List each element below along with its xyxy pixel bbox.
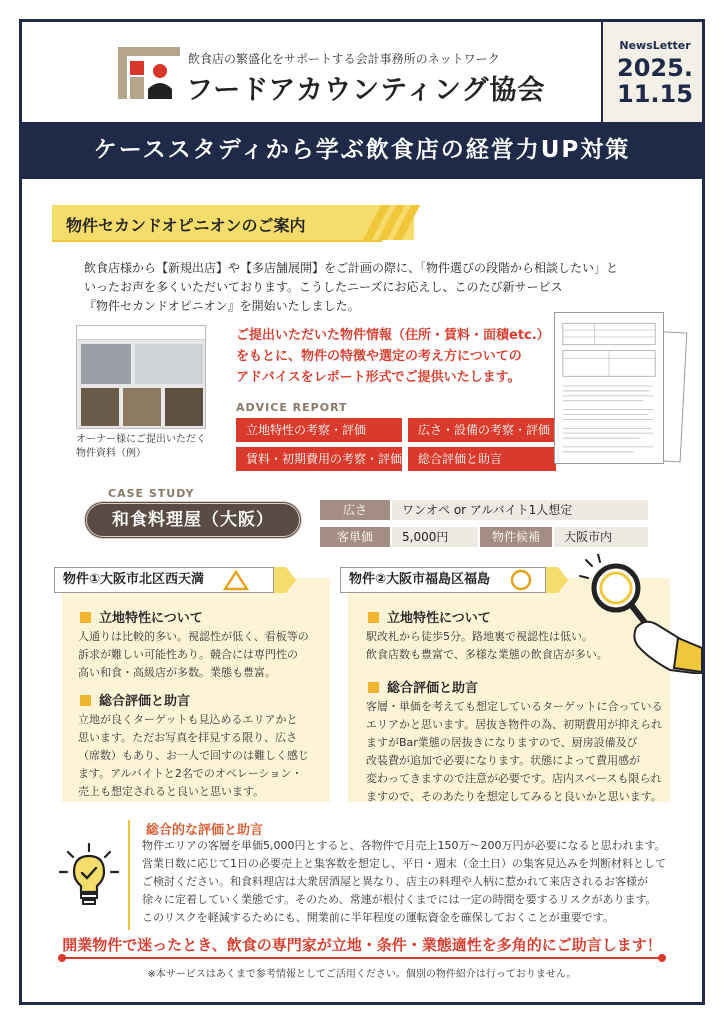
property-2-eval-text: 客層・単価を考えても想定しているターゲットに合っている エリアかと思います。居抜き物件の為、初期費用が抑えられ ますがBar業態の居抜きになりますので、厨房設備及び 改装費が追加で必要になります。状態によって費用感が 変わってきますので注意が必要です。店内スペースも限られ ますので、そのあたりを想定してみると良いかと思います。 <box>366 700 663 803</box>
newsletter-page <box>19 19 705 1005</box>
disclaimer-note: ※本サービスはあくまで参考情報としてご活用ください。個別の物件紹介は行っておりません。 <box>147 969 577 980</box>
triangle-icon <box>223 569 249 591</box>
spec-area-key: 物件候補 <box>480 527 552 547</box>
property-document-image <box>76 325 206 429</box>
property-1-tab: 物件①大阪市北区西天満 <box>54 567 274 593</box>
property-1-location-title: 立地特性について <box>80 607 203 626</box>
property-1-eval-text: 立地が良くターゲットも見込めるエリアかと 思います。ただお写真を拝見する限り、広さ （席数）もあり、お一人で回すのは難しく感じ ます。アルバイトと2名でのオペレーション・ 売上も想定されると良いと思います。 <box>78 713 309 798</box>
property-1-location-text: 人通りは比較的多い。視認性が低く、看板等の 訴求が難しい可能性あり。競合には専門性の 高い和食・高級店が多数。業態も豊富。 <box>78 630 309 679</box>
tab-fold-icon <box>274 567 296 593</box>
cta-underline <box>62 957 662 959</box>
issue-year: 2025. <box>617 54 693 82</box>
case-study-name: 和食料理屋（大阪） <box>84 501 302 539</box>
property-2-location-title: 立地特性について <box>368 607 491 626</box>
circle-icon <box>509 568 533 592</box>
advice-item-overall: 総合評価と助言 <box>408 447 556 471</box>
advice-item-size: 広さ・設備の考察・評価 <box>408 418 556 442</box>
newsletter-label: NewsLetter <box>619 39 691 52</box>
intro-text: 飲食店様から【新規出店】や【多店舗展開】をご計画の際に、「物件選びの段階から相談したい」と いったお声を多くいただいております。こうしたニーズにお応えし、このたび新サービス 『物件セカンドオピニオン』を開始いたしました。 <box>84 261 619 313</box>
issue-date: 11.15 <box>617 80 693 108</box>
overall-title: 総合的な評価と助言 <box>146 823 264 838</box>
case-study-label: CASE STUDY <box>108 487 195 500</box>
photo-caption: オーナー様にご提出いただく 物件資料（例） <box>76 434 206 459</box>
tab-fold-icon <box>546 567 568 593</box>
spec-size-value: ワンオペ or アルバイト1人想定 <box>392 500 648 520</box>
property-2-location-text: 駅改札から徒歩5分。路地裏で視認性は低い。 飲食店数も豊富で、多様な業態の飲食店が多い。 <box>366 630 608 661</box>
spec-price-key: 客単価 <box>320 527 390 547</box>
advice-item-rent: 賃料・初期費用の考察・評価 <box>236 447 402 471</box>
overall-text: 物件エリアの客層を単価5,000円とすると、各物件で月売上150万〜200万円が必要になると思われます。 営業日数に応じて1日の必要売上と集客数を想定し、平日・週末（金土日）の集客見込みを判断材料として ご検討ください。和食料理店は大衆居酒屋と異なり、店主の料理や人柄に惹かれて来店されるお客様が 徐々に定着していく業態です。そのため、常連が根付くまでには一定の時間を要するリスクがあります。 このリスクを軽減するためにも、開業前に半年程度の運転資金を確保しておくことが重要です。 <box>142 839 666 924</box>
report-sheet-front <box>554 312 664 464</box>
tagline: 飲食店の繁盛化をサポートする会計事務所のネットワーク <box>188 52 500 66</box>
report-description: ご提出いただいた物件情報（住所・賃料・面積etc.） をもとに、物件の特徴や選定の考え方についての アドバイスをレポート形式でご提供いたします。 <box>236 328 550 385</box>
overall-rule <box>128 820 130 930</box>
cta-dot-right <box>658 954 666 962</box>
org-name: フードアカウンティング協会 <box>186 75 546 106</box>
logo-icon <box>118 47 180 99</box>
spec-area-value: 大阪市内 <box>554 527 648 547</box>
property-2-tab: 物件②大阪市福島区福島 <box>340 567 546 593</box>
advice-item-location: 立地特性の考察・評価 <box>236 418 402 442</box>
spec-price-value: 5,000円 <box>392 527 478 547</box>
banner-title: ケーススタディから学ぶ飲食店の経営力UP対策 <box>22 122 702 179</box>
property-2-eval-title: 総合評価と助言 <box>368 677 478 696</box>
section-underline <box>52 240 382 242</box>
property-1-eval-title: 総合評価と助言 <box>80 690 190 709</box>
lightbulb-icon <box>58 842 120 908</box>
section-title: 物件セカンドオピニオンのご案内 <box>66 216 306 235</box>
cta-dot-left <box>58 954 66 962</box>
cta-message: 開業物件で迷ったとき、飲食の専門家が立地・条件・業態適性を多角的にご助言します！ <box>62 936 662 954</box>
issue-box <box>601 22 705 122</box>
advice-report-label: ADVICE REPORT <box>236 401 348 414</box>
spec-size-key: 広さ <box>320 500 390 520</box>
